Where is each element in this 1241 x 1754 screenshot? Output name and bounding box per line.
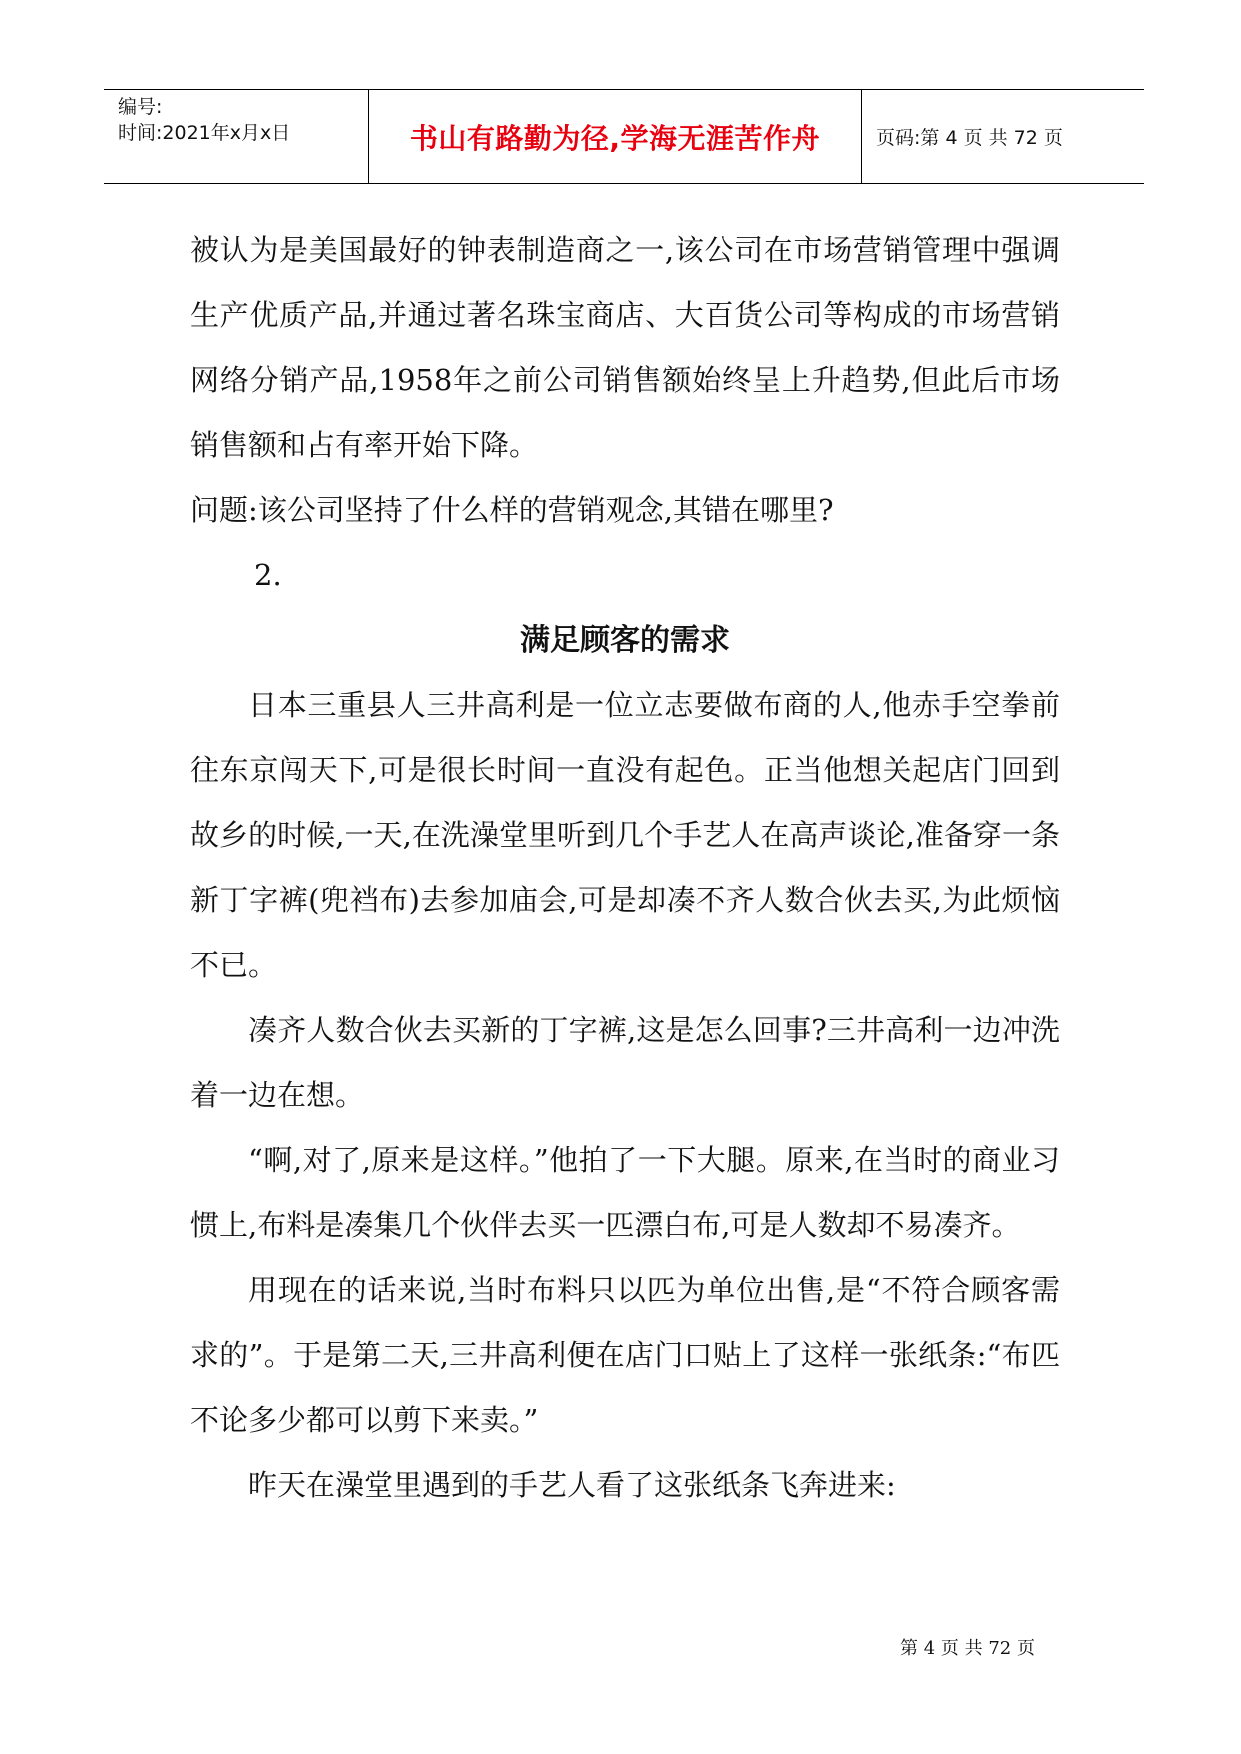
paragraph: 日本三重县人三井高利是一位立志要做布商的人,他赤手空拳前往东京闯天下,可是很长时间一直没有起色。正当他想关起店门回到故乡的时候,一天,在洗澡堂里听到几个手艺人在高声谈论,准备穿一条新丁字裤(兜裆布)去参加庙会,可是却凑不齐人数合伙去买,为此烦恼不已。 [190, 688, 1060, 982]
document-body [190, 218, 1060, 1518]
paragraph: 凑齐人数合伙去买新的丁字裤,这是怎么回事?三井高利一边冲洗着一边在想。 [190, 1013, 1060, 1112]
header-meta-cell [104, 90, 369, 183]
paragraph: “啊,对了,原来是这样。”他拍了一下大腿。原来,在当时的商业习惯上,布料是凑集几个伙伴去买一匹漂白布,可是人数却不易凑齐。 [190, 1143, 1060, 1242]
question-line: 问题:该公司坚持了什么样的营销观念,其错在哪里? [190, 493, 834, 527]
paragraph: 昨天在澡堂里遇到的手艺人看了这张纸条飞奔进来: [248, 1468, 896, 1502]
header-table [104, 89, 1144, 184]
header-page-number: 页码:第 4 页 共 72 页 [876, 127, 1063, 149]
paragraph: 用现在的话来说,当时布料只以匹为单位出售,是“不符合顾客需求的”。于是第二天,三井高利便在店门口贴上了这样一张纸条:“布匹不论多少都可以剪下来卖。” [190, 1273, 1060, 1437]
section-number: 2. [254, 558, 282, 592]
document-number-label: 编号: [118, 96, 163, 118]
header-motto: 书山有路勤为径,学海无涯苦作舟 [369, 90, 862, 183]
section-heading: 满足顾客的需求 [520, 623, 730, 658]
document-time-label: 时间:2021年x月x日 [118, 122, 291, 144]
footer-page-number: 第 4 页 共 72 页 [900, 1638, 1035, 1659]
paragraph-intro: 被认为是美国最好的钟表制造商之一,该公司在市场营销管理中强调生产优质产品,并通过著名珠宝商店、大百货公司等构成的市场营销网络分销产品,1958年之前公司销售额始终呈上升趋势,但此后市场销售额和占有率开始下降。 [190, 233, 1060, 462]
